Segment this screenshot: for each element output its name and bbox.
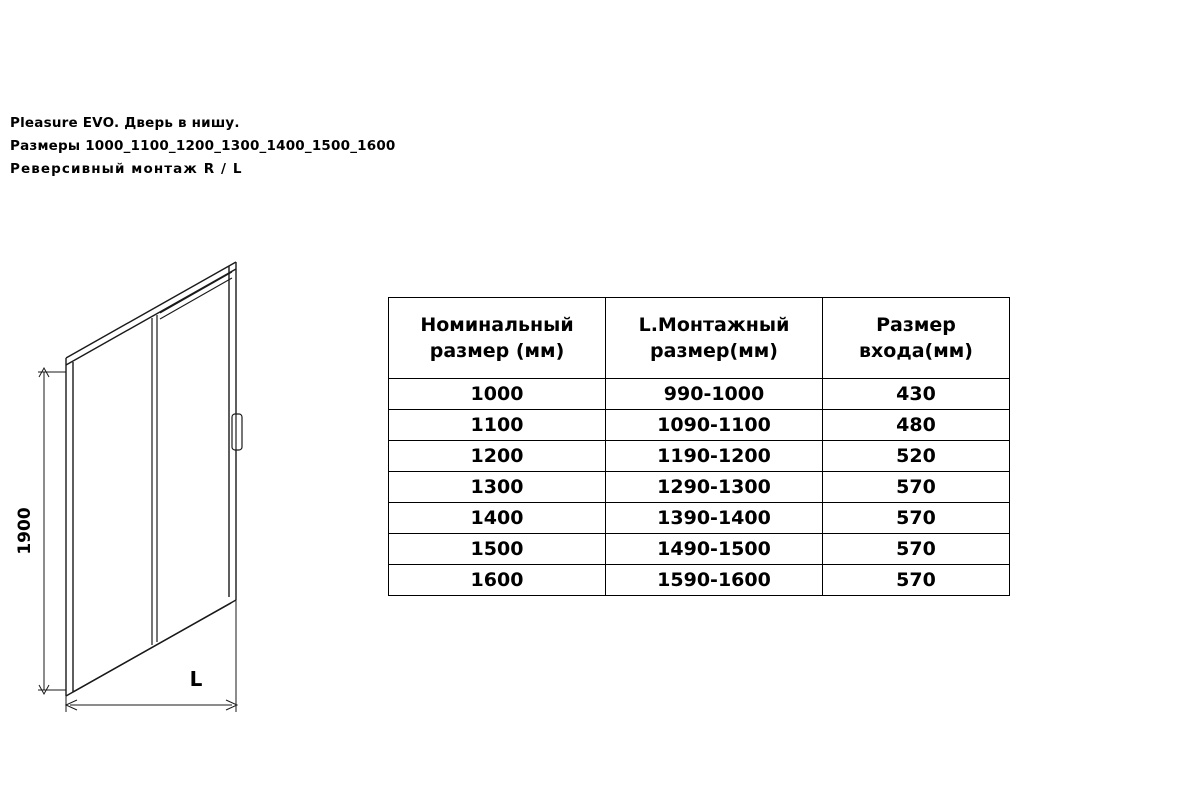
height-dimension-label: 1900 [15, 507, 35, 555]
size-specification-table [388, 297, 1010, 596]
column-header-nominal [389, 298, 606, 379]
column-header-entry [823, 298, 1010, 379]
table-header-row [389, 298, 1010, 379]
cell-nominal: 1600 [389, 565, 606, 596]
door-handle [232, 414, 242, 450]
column-header-mounting [606, 298, 823, 379]
cell-mounting: 1390-1400 [606, 503, 823, 534]
frame-top-rail-inner [66, 269, 236, 365]
cell-mounting: 1190-1200 [606, 441, 823, 472]
cell-nominal: 1300 [389, 472, 606, 503]
table-row [389, 565, 1010, 596]
cell-entry: 570 [823, 503, 1010, 534]
table-row [389, 503, 1010, 534]
cell-entry: 520 [823, 441, 1010, 472]
cell-mounting: 990-1000 [606, 379, 823, 410]
table-row [389, 379, 1010, 410]
table-row [389, 410, 1010, 441]
column-header-entry-line1: Размер [876, 314, 956, 336]
column-header-mounting-line2: размер(мм) [650, 340, 778, 362]
column-header-nominal-line1: Номинальный [420, 314, 574, 336]
cell-entry: 570 [823, 534, 1010, 565]
top-guide-rail [160, 272, 232, 313]
cell-nominal: 1100 [389, 410, 606, 441]
cell-nominal: 1000 [389, 379, 606, 410]
column-header-mounting-line1: L.Монтажный [638, 314, 790, 336]
cell-entry: 480 [823, 410, 1010, 441]
title-line-sizes: Размеры 1000_1100_1200_1300_1400_1500_1600 [10, 138, 396, 154]
cell-entry: 570 [823, 472, 1010, 503]
cell-entry: 430 [823, 379, 1010, 410]
column-header-entry-line2: входа(мм) [859, 340, 973, 362]
cell-mounting: 1490-1500 [606, 534, 823, 565]
cell-nominal: 1500 [389, 534, 606, 565]
height-dimension-line [38, 368, 66, 694]
table-row [389, 534, 1010, 565]
table-row [389, 472, 1010, 503]
cell-mounting: 1290-1300 [606, 472, 823, 503]
cell-mounting: 1090-1100 [606, 410, 823, 441]
cell-nominal: 1400 [389, 503, 606, 534]
cell-entry: 570 [823, 565, 1010, 596]
cell-mounting: 1590-1600 [606, 565, 823, 596]
title-line-product: Pleasure EVO. Дверь в нишу. [10, 115, 240, 131]
table-row [389, 441, 1010, 472]
title-line-mounting: Реверсивный монтаж R / L [10, 161, 243, 177]
frame-top-rail [66, 262, 236, 358]
cell-nominal: 1200 [389, 441, 606, 472]
shower-door-drawing [0, 0, 360, 800]
width-dimension-label: L [189, 667, 203, 691]
column-header-nominal-line2: размер (мм) [429, 340, 565, 362]
